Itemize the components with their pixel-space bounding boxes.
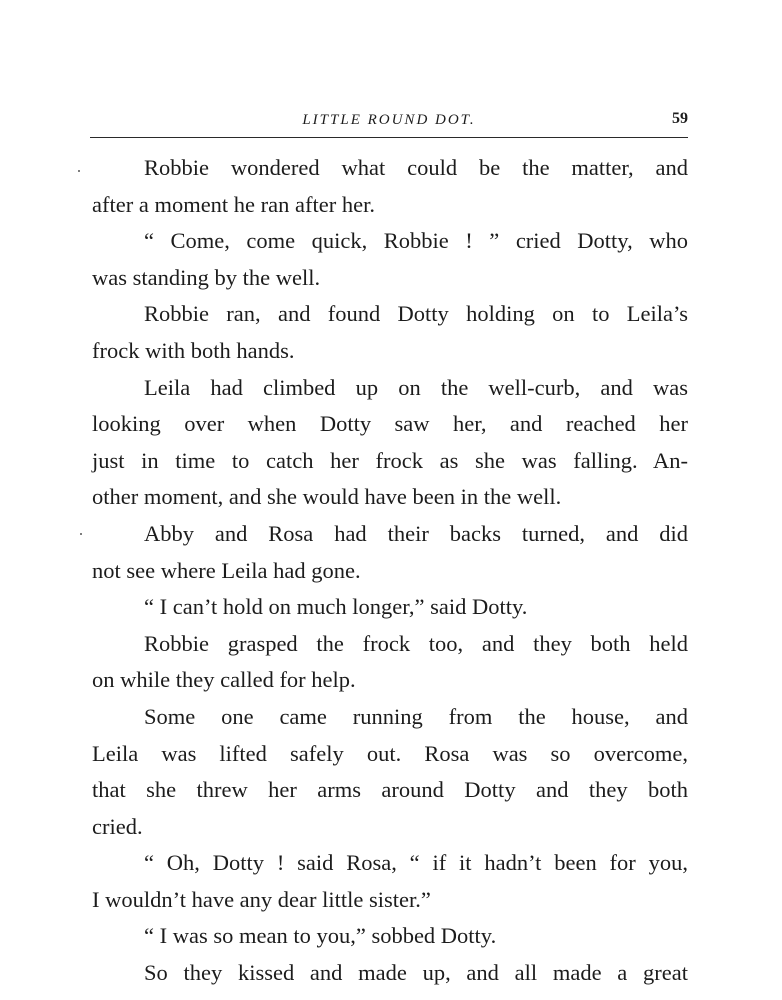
text-line: “ I can’t hold on much longer,” said Dotty.	[144, 594, 528, 620]
text-line: Leila had climbed up on the well-curb, and was	[144, 374, 688, 400]
text-line: “ I was so mean to you,” sobbed Dotty.	[144, 923, 497, 949]
text-line: just in time to catch her frock as she was falling. An-	[92, 447, 688, 473]
text-line: “ Oh, Dotty ! said Rosa, “ if it hadn’t been for you,	[144, 850, 688, 876]
text-line: Robbie wondered what could be the matter, and	[144, 155, 688, 180]
paper-speck	[80, 533, 82, 535]
text-line: Robbie ran, and found Dotty holding on to Leila’s	[144, 301, 688, 327]
text-line: So they kissed and made up, and all made a great	[144, 960, 688, 986]
text-line: after a moment he ran after her.	[92, 191, 375, 217]
page-number: 59	[672, 110, 688, 127]
text-line: Leila was lifted safely out. Rosa was so overcome,	[92, 740, 688, 766]
running-title: LITTLE ROUND DOT.	[302, 112, 476, 128]
text-line: frock with both hands.	[92, 337, 295, 363]
text-line: other moment, and she would have been in the well.	[92, 484, 562, 510]
text-line: “ Come, come quick, Robbie ! ” cried Dotty, who	[144, 228, 688, 254]
text-line: not see where Leila had gone.	[92, 557, 361, 583]
text-line: Robbie grasped the frock too, and they both held	[144, 630, 688, 656]
paper-speck	[78, 170, 80, 172]
header-rule	[90, 137, 688, 138]
text-line: cried.	[92, 813, 143, 839]
text-line: Some one came running from the house, and	[144, 703, 688, 729]
running-head	[90, 110, 688, 134]
text-line: I wouldn’t have any dear little sister.”	[92, 886, 431, 912]
text-line: Abby and Rosa had their backs turned, and did	[144, 520, 688, 546]
body-text	[92, 150, 688, 992]
text-line: on while they called for help.	[92, 667, 356, 693]
text-line: that she threw her arms around Dotty and they both	[92, 777, 688, 803]
text-line: was standing by the well.	[92, 264, 321, 290]
text-line: looking over when Dotty saw her, and reached her	[92, 411, 688, 437]
